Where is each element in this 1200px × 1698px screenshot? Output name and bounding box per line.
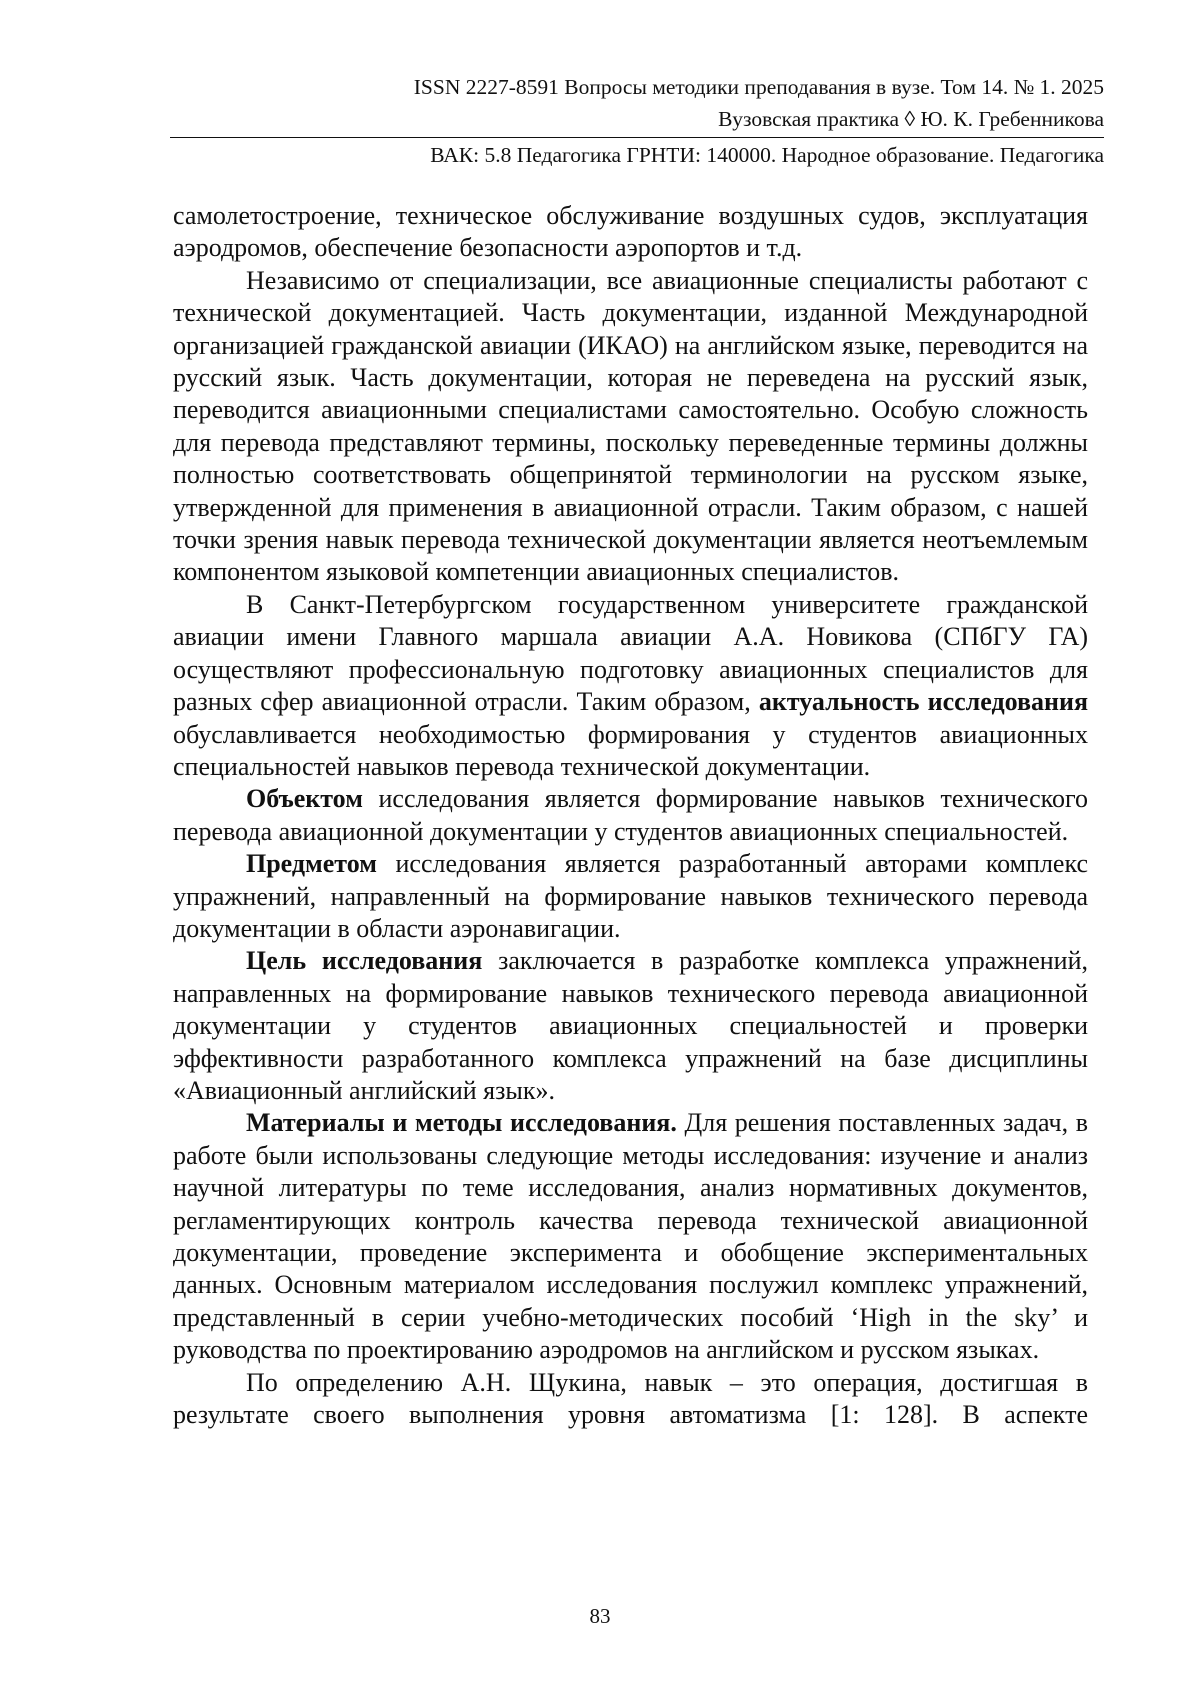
paragraph-methods-text: Для решения поставленных задач, в работе были использованы следующие методы исследования: изучение и анализ научной литературы по теме исследования, анализ нормативных документов, регламентирующих контроль качества перевода технической авиационной документации, проведение эксперимента и обобщение экспериментальных данных. Основным материалом исследования послужил комплекс упражнений, представленный в серии учебно-методических пособий ‘High in the sky’ и руководства по проектированию аэродромов на английском и русском языках. bbox=[173, 1108, 1089, 1365]
paragraph-3 bbox=[173, 589, 1088, 783]
paragraph-object bbox=[173, 783, 1088, 848]
object-term: Объектом bbox=[246, 784, 363, 814]
methods-term: Материалы и методы исследования. bbox=[246, 1108, 677, 1138]
paragraph-subject-text: исследования является разработанный авторами комплекс упражнений, направленный на формирование навыков технического перевода документации в области аэронавигации. bbox=[173, 849, 1089, 943]
page-number: 83 bbox=[589, 1604, 611, 1628]
paragraph-2: Независимо от специализации, все авиационные специалисты работают с технической документацией. Часть документации, изданной Международной организацией гражданской авиации (ИКАО) на английском языке, переводится на русский язык. Часть документации, которая не переведена на русский язык, переводится авиационными специалистами самостоятельно. Особую сложность для перевода представляют термины, поскольку переведенные термины должны полностью соответствовать общепринятой терминологии на русском языке, утвержденной для применения в авиационной отрасли. Таким образом, с нашей точки зрения навык перевода технической документации является неотъемлемым компонентом языковой компетенции авиационных специалистов. bbox=[173, 265, 1088, 587]
paragraph-methods bbox=[173, 1107, 1088, 1366]
header-divider bbox=[170, 137, 1104, 138]
running-header-journal: ISSN 2227-8591 Вопросы методики преподавания в вузе. Том 14. № 1. 2025 bbox=[413, 75, 1104, 99]
running-header-author: Вузовская практика ◊ Ю. К. Гребенникова bbox=[718, 107, 1104, 131]
running-header-classification: ВАК: 5.8 Педагогика ГРНТИ: 140000. Народное образование. Педагогика bbox=[430, 143, 1104, 167]
relevance-term: актуальность исследования bbox=[758, 687, 1089, 717]
paragraph-goal-text: заключается в разработке комплекса упражнений, направленных на формирование навыков технического перевода авиационной документации у студентов авиационных специальностей и проверки эффективности разработанного комплекса упражнений на базе дисциплины «Авиационный английский язык». bbox=[173, 946, 1088, 1105]
goal-term: Цель исследования bbox=[246, 946, 483, 976]
paragraph-definition: По определению А.Н. Щукина, навык – это операция, достигшая в результате своего выполнения уровня автоматизма [1: 128]. В аспекте bbox=[173, 1367, 1088, 1430]
subject-term: Предметом bbox=[246, 849, 377, 879]
paragraph-goal bbox=[173, 945, 1088, 1107]
paragraph-subject bbox=[173, 848, 1088, 945]
paragraph-object-text: исследования является формирование навыков технического перевода авиационной документации у студентов авиационных специальностей. bbox=[173, 784, 1089, 846]
paragraph-3-tail: обуславливается необходимостью формирования у студентов авиационных специальностей навыков перевода технической документации. bbox=[173, 719, 1088, 781]
paragraph-3-text: В Санкт-Петербургском государственном университете гражданской авиации имени Главного маршала авиации А.А. Новикова (СПбГУ ГА) осуществляют профессиональную подготовку авиационных специалистов для разных сфер авиационной отрасли. Таким образом, bbox=[173, 589, 1088, 717]
paragraph-1: самолетостроение, техническое обслуживание воздушных судов, эксплуатация аэродромов, обеспечение безопасности аэропортов и т.д. bbox=[173, 201, 1088, 263]
article-body bbox=[173, 200, 1088, 1431]
